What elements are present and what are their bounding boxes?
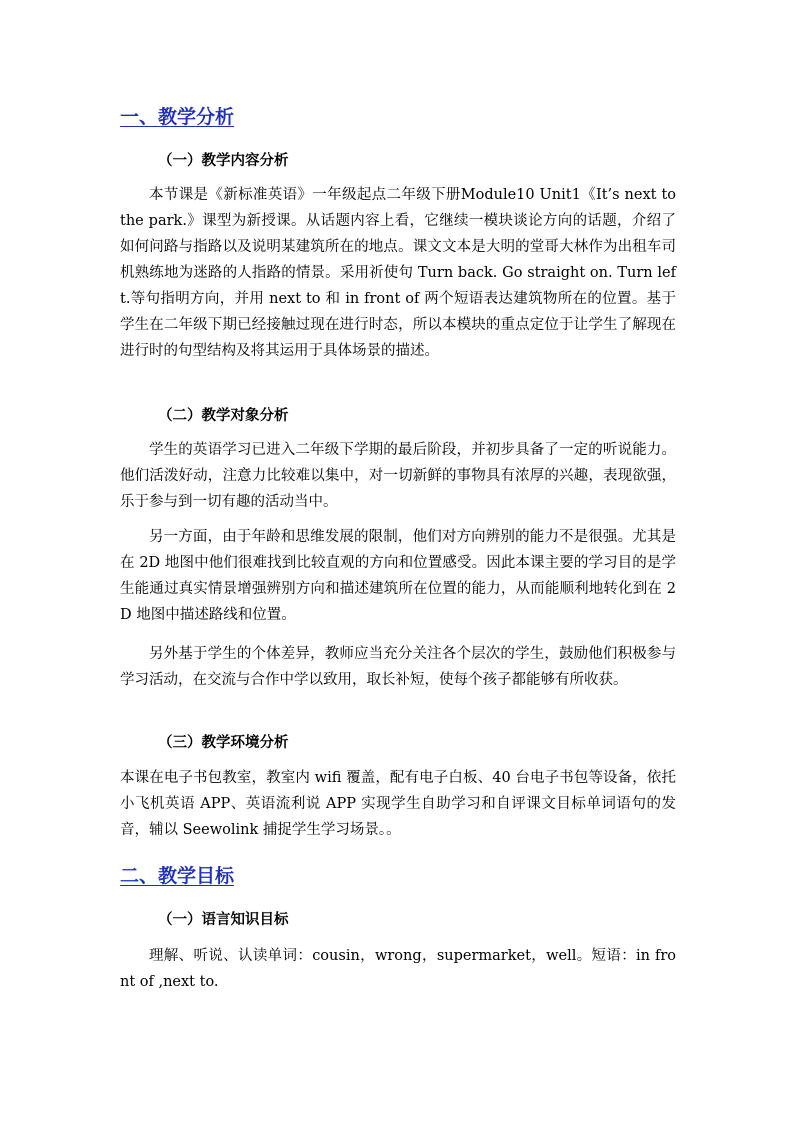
paragraph-environment-analysis: 本课在电子书包教室，教室内 wifi 覆盖，配有电子白板、40 台电子书包等设备，依托小飞机英语 APP、英语流利说 APP 实现学生自助学习和自评课文目标单词语句的发音，辅以 Seewolink 捕捉学生学习场景。。	[120, 770, 676, 838]
section-title-teaching-objectives: 二、教学目标	[120, 865, 235, 887]
paragraph-student-analysis-1: 学生的英语学习已进入二年级下学期的最后阶段，并初步具备了一定的听说能力。他们活泼好动，注意力比较难以集中，对一切新鲜的事物具有浓厚的兴趣，表现欲强，乐于参与到一切有趣的活动当中。	[120, 442, 676, 510]
subsection-title-content-analysis: （一）教学内容分析	[158, 152, 289, 169]
paragraph-content-analysis: 本节课是《新标准英语》一年级起点二年级下册Module10 Unit1《It’s next to the park.》课型为新授课。从话题内容上看，它继续一模块谈论方向的话题，介绍了如何问路与指路以及说明某建筑所在的地点。课文文本是大明的堂哥大林作为出租车司机熟练地为迷路的人指路的情景。采用祈使句 Turn back. Go straight on. Turn left.等句指明方向，并用 next to 和 in front of 两个短语表达建筑物所在的位置。基于学生在二年级下期已经接触过现在进行时态，所以本模块的重点定位于让学生了解现在进行时的句型结构及将其运用于具体场景的描述。	[120, 187, 676, 359]
paragraph-language-knowledge: 理解、听说、认读单词：cousin，wrong，supermarket，well。短语：in front of ,next to.	[120, 948, 676, 990]
section-title-teaching-analysis: 一、教学分析	[120, 106, 235, 128]
paragraph-student-analysis-3: 另外基于学生的个体差异，教师应当充分关注各个层次的学生，鼓励他们积极参与学习活动，在交流与合作中学以致用，取长补短，使每个孩子都能够有所收获。	[120, 646, 676, 688]
subsection-title-language-knowledge: （一）语言知识目标	[158, 911, 289, 928]
subsection-title-environment-analysis: （三）教学环境分析	[158, 734, 289, 751]
subsection-title-student-analysis: （二）教学对象分析	[158, 407, 289, 424]
paragraph-student-analysis-2: 另一方面，由于年龄和思维发展的限制，他们对方向辨别的能力不是很强。尤其是在 2D 地图中他们很难找到比较直观的方向和位置感受。因此本课主要的学习目的是学生能通过真实情景增强辨别方向和描述建筑所在位置的能力，从而能顺利地转化到在 2D 地图中描述路线和位置。	[120, 529, 676, 623]
